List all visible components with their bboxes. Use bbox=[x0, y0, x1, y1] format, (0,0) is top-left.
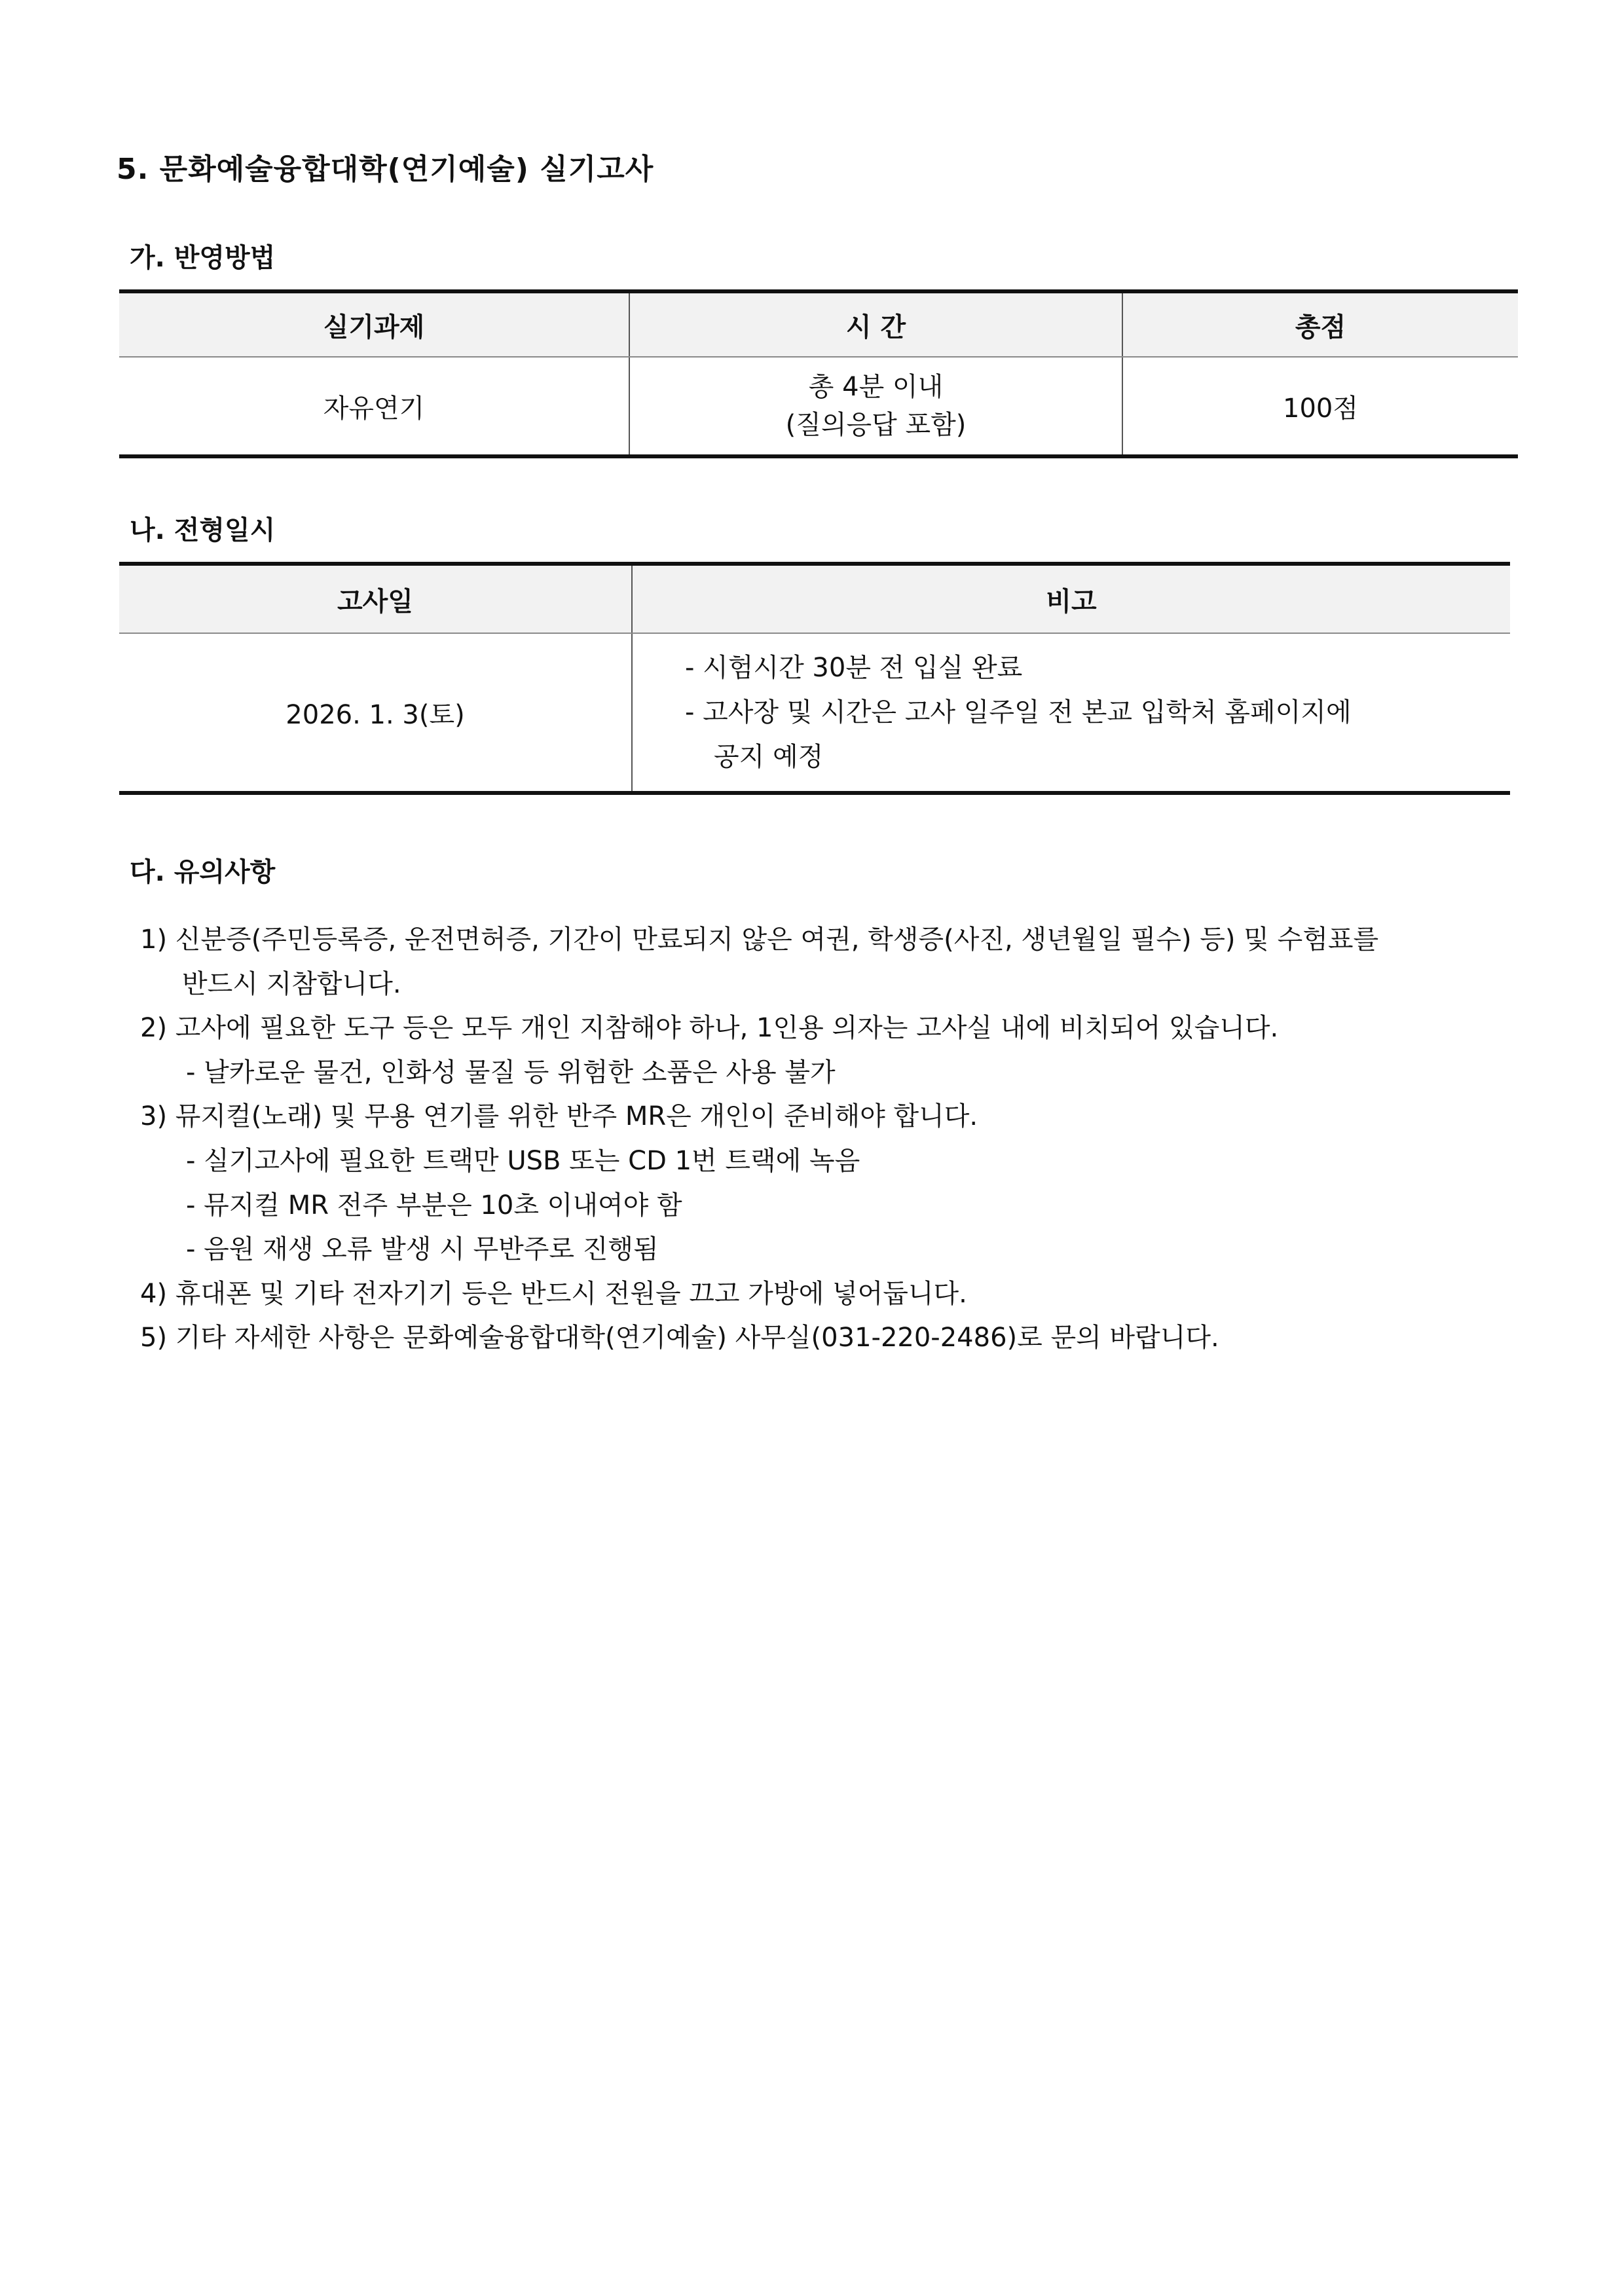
note-item: 5) 기타 자세한 사항은 문화예술융합대학(연기예술) 사무실(031-220-2486)로 문의 바랍니다. bbox=[140, 1323, 1219, 1353]
note-item: 2) 고사에 필요한 도구 등은 모두 개인 지참해야 하나, 1인용 의자는 고사실 내에 비치되어 있습니다. bbox=[140, 1013, 1279, 1044]
remark-line: - 시험시간 30분 전 입실 완료 bbox=[685, 653, 1023, 683]
table-header-row bbox=[119, 564, 1510, 633]
header-remark: 비고 bbox=[632, 564, 1510, 633]
note-subitem: - 뮤지컬 MR 전주 부분은 10초 이내여야 함 bbox=[186, 1190, 682, 1221]
notes-list bbox=[140, 918, 1515, 1361]
header-score: 총점 bbox=[1122, 291, 1518, 357]
header-date: 고사일 bbox=[119, 564, 632, 633]
cell-time bbox=[629, 357, 1122, 456]
section-heading-schedule: 나. 전형일시 bbox=[130, 515, 276, 545]
remark-line: - 고사장 및 시간은 고사 일주일 전 본교 입학처 홈페이지에 bbox=[685, 697, 1352, 727]
cell-task: 자유연기 bbox=[323, 393, 425, 424]
section-heading-notes: 다. 유의사항 bbox=[130, 857, 276, 887]
note-item: 1) 신분증(주민등록증, 운전면허증, 기간이 만료되지 않은 여권, 학생증(사진, 생년월일 필수) 등) 및 수험표를 bbox=[140, 925, 1379, 955]
cell-date: 2026. 1. 3(토) bbox=[286, 699, 465, 730]
note-item: 4) 휴대폰 및 기타 전자기기 등은 반드시 전원을 끄고 가방에 넣어둡니다. bbox=[140, 1278, 967, 1309]
method-table bbox=[119, 289, 1518, 458]
remark-line: 공지 예정 bbox=[714, 742, 824, 772]
cell-score: 100점 bbox=[1122, 357, 1518, 456]
schedule-table bbox=[119, 562, 1510, 795]
table-row bbox=[119, 633, 1510, 793]
table-row bbox=[119, 357, 1518, 456]
note-subitem: - 음원 재생 오류 발생 시 무반주로 진행됨 bbox=[186, 1234, 659, 1265]
note-subitem: - 날카로운 물건, 인화성 물질 등 위험한 소품은 사용 불가 bbox=[186, 1057, 836, 1088]
table-header-row bbox=[119, 291, 1518, 357]
page-title: 5. 문화예술융합대학(연기예술) 실기고사 bbox=[117, 153, 654, 186]
header-time: 시 간 bbox=[629, 291, 1122, 357]
note-item: 3) 뮤지컬(노래) 및 무용 연기를 위한 반주 MR은 개인이 준비해야 합니다. bbox=[140, 1101, 978, 1132]
time-line-2: (질의응답 포함) bbox=[785, 410, 967, 440]
note-subitem: - 실기고사에 필요한 트랙만 USB 또는 CD 1번 트랙에 녹음 bbox=[186, 1145, 860, 1176]
time-line-1: 총 4분 이내 bbox=[808, 372, 944, 402]
section-heading-method: 가. 반영방법 bbox=[130, 243, 276, 273]
cell-remark bbox=[632, 633, 1510, 793]
header-task: 실기과제 bbox=[119, 291, 629, 357]
note-item-continuation: 반드시 지참합니다. bbox=[182, 968, 401, 999]
